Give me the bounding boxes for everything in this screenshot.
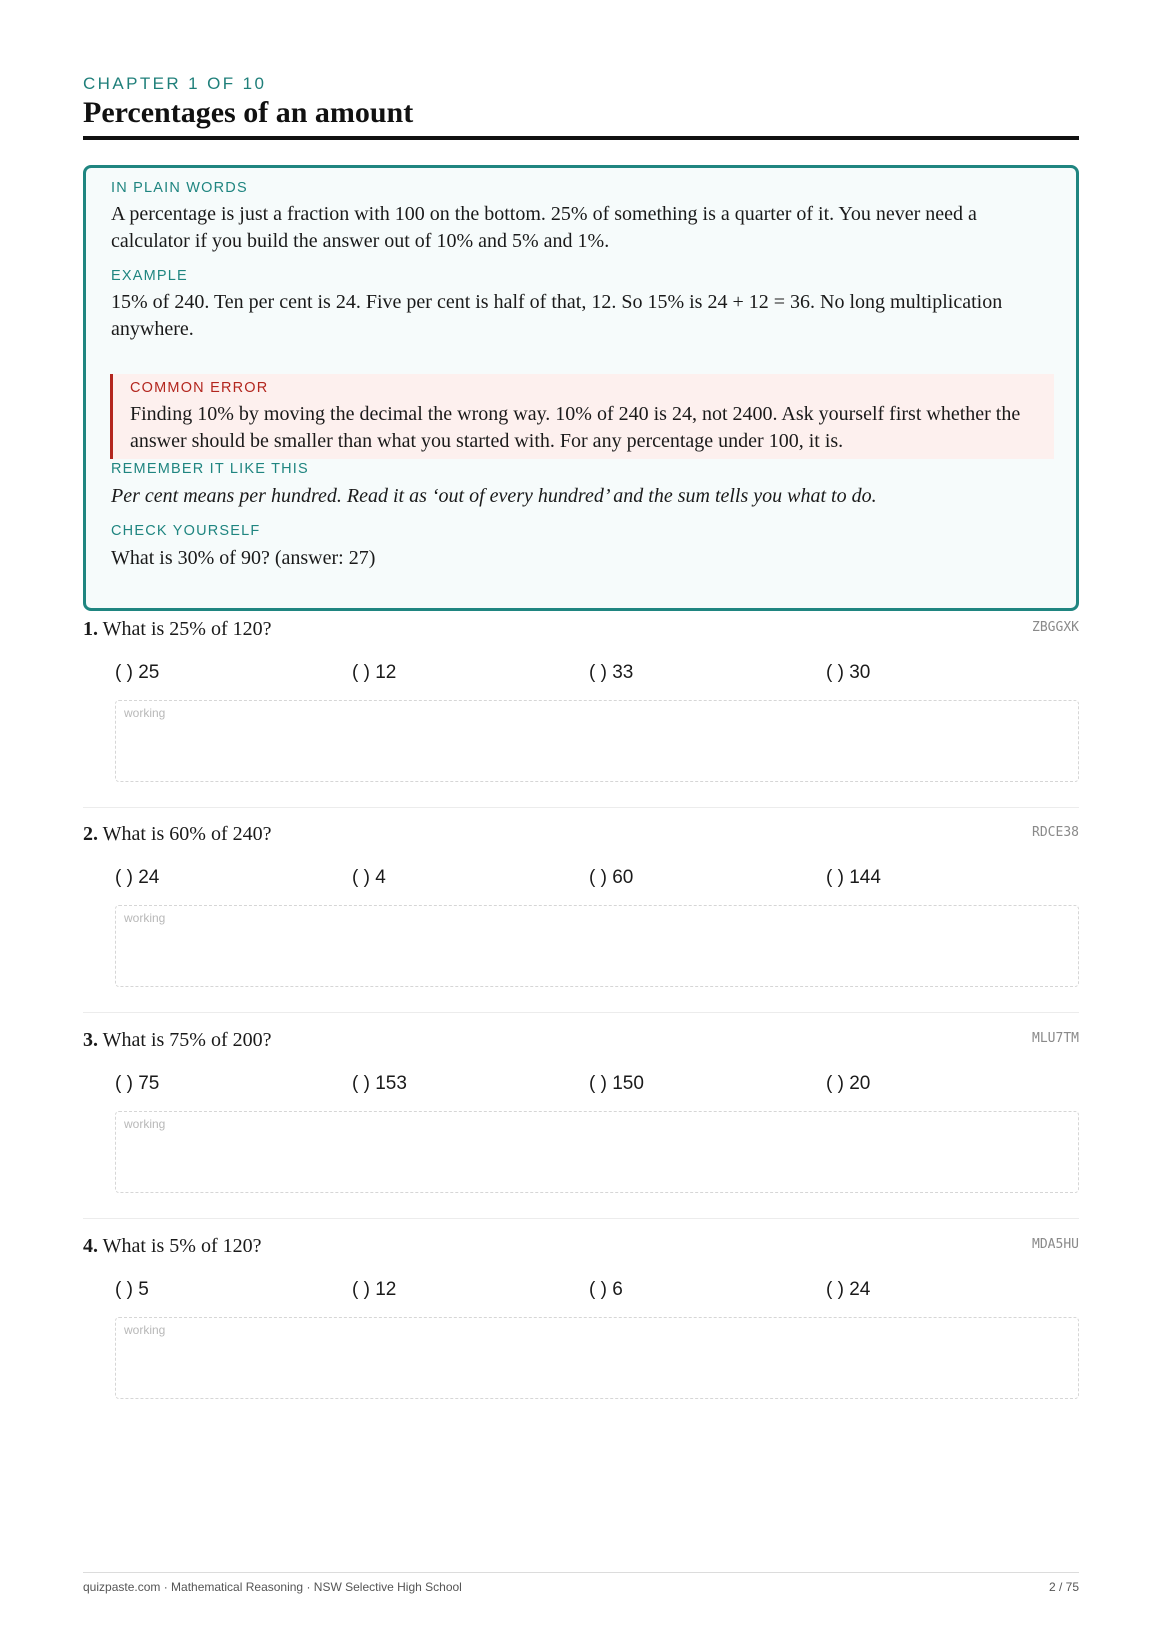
remember-text: Per cent means per hundred. Read it as ‘out of every hundred’ and the sum tells you what to do. xyxy=(111,485,877,507)
question-number: 4. xyxy=(83,1235,98,1257)
explainer-box xyxy=(83,165,1079,611)
question-code: MLU7TM xyxy=(1032,1031,1079,1046)
example-label: EXAMPLE xyxy=(111,268,188,284)
plain-words-label: IN PLAIN WORDS xyxy=(111,180,248,196)
working-area[interactable] xyxy=(115,1317,1079,1399)
footer-site-info: quizpaste.com · Mathematical Reasoning · NSW Selective High School xyxy=(83,1580,462,1594)
question-text xyxy=(83,823,272,846)
question-code: ZBGGXK xyxy=(1032,620,1079,635)
question-divider xyxy=(83,1218,1079,1219)
question-code: MDA5HU xyxy=(1032,1237,1079,1252)
question-number: 2. xyxy=(83,823,98,845)
footer-rule xyxy=(83,1572,1079,1573)
working-label: working xyxy=(124,1117,166,1131)
footer-page-number: 2 / 75 xyxy=(1048,1580,1079,1594)
question-number: 3. xyxy=(83,1029,98,1051)
answer-option[interactable]: ( ) 150 xyxy=(589,1073,644,1094)
page-title: Percentages of an amount xyxy=(83,96,414,129)
question-number: 1. xyxy=(83,618,98,640)
common-error-text: Finding 10% by moving the decimal the wrong way. 10% of 240 is 24, not 2400. Ask yourself first whether the answer should be smaller than what you started with. For any percentage under 100, it is. xyxy=(130,403,1021,452)
check-yourself-label: CHECK YOURSELF xyxy=(111,523,261,539)
answer-option[interactable]: ( ) 12 xyxy=(352,662,397,683)
answer-option[interactable]: ( ) 25 xyxy=(115,662,160,683)
working-label: working xyxy=(124,1323,166,1337)
plain-words-text: A percentage is just a fraction with 100 on the bottom. 25% of something is a quarter of it. You never need a calculator if you build the answer out of 10% and 5% and 1%. xyxy=(111,203,977,252)
question-code: RDCE38 xyxy=(1032,825,1079,840)
question-divider xyxy=(83,1012,1079,1013)
chapter-label: CHAPTER 1 OF 10 xyxy=(83,74,267,93)
question-text xyxy=(83,1029,272,1052)
common-error-label: COMMON ERROR xyxy=(130,380,269,396)
answer-option[interactable]: ( ) 30 xyxy=(826,662,871,683)
question-prompt: What is 5% of 120? xyxy=(102,1235,262,1257)
working-label: working xyxy=(124,706,166,720)
common-error-box xyxy=(110,374,1054,459)
answer-option[interactable]: ( ) 4 xyxy=(352,867,386,888)
answer-option[interactable]: ( ) 60 xyxy=(589,867,634,888)
working-area[interactable] xyxy=(115,905,1079,987)
working-area[interactable] xyxy=(115,1111,1079,1193)
answer-option[interactable]: ( ) 5 xyxy=(115,1279,149,1300)
working-area[interactable] xyxy=(115,700,1079,782)
question-prompt: What is 75% of 200? xyxy=(102,1029,272,1051)
remember-label: REMEMBER IT LIKE THIS xyxy=(111,461,309,477)
question-divider xyxy=(83,807,1079,808)
answer-option[interactable]: ( ) 75 xyxy=(115,1073,160,1094)
answer-option[interactable]: ( ) 144 xyxy=(826,867,881,888)
answer-option[interactable]: ( ) 24 xyxy=(115,867,160,888)
answer-option[interactable]: ( ) 33 xyxy=(589,662,634,683)
answer-option[interactable]: ( ) 24 xyxy=(826,1279,871,1300)
question-prompt: What is 60% of 240? xyxy=(102,823,272,845)
answer-option[interactable]: ( ) 20 xyxy=(826,1073,871,1094)
working-label: working xyxy=(124,911,166,925)
question-prompt: What is 25% of 120? xyxy=(102,618,272,640)
check-yourself-text: What is 30% of 90? (answer: 27) xyxy=(111,547,376,569)
answer-option[interactable]: ( ) 153 xyxy=(352,1073,407,1094)
title-rule xyxy=(83,136,1079,140)
answer-option[interactable]: ( ) 12 xyxy=(352,1279,397,1300)
example-text: 15% of 240. Ten per cent is 24. Five per cent is half of that, 12. So 15% is 24 + 12 = 36. No long multiplication anywhere. xyxy=(111,291,1003,340)
question-text xyxy=(83,618,272,641)
answer-option[interactable]: ( ) 6 xyxy=(589,1279,623,1300)
question-text xyxy=(83,1235,262,1258)
